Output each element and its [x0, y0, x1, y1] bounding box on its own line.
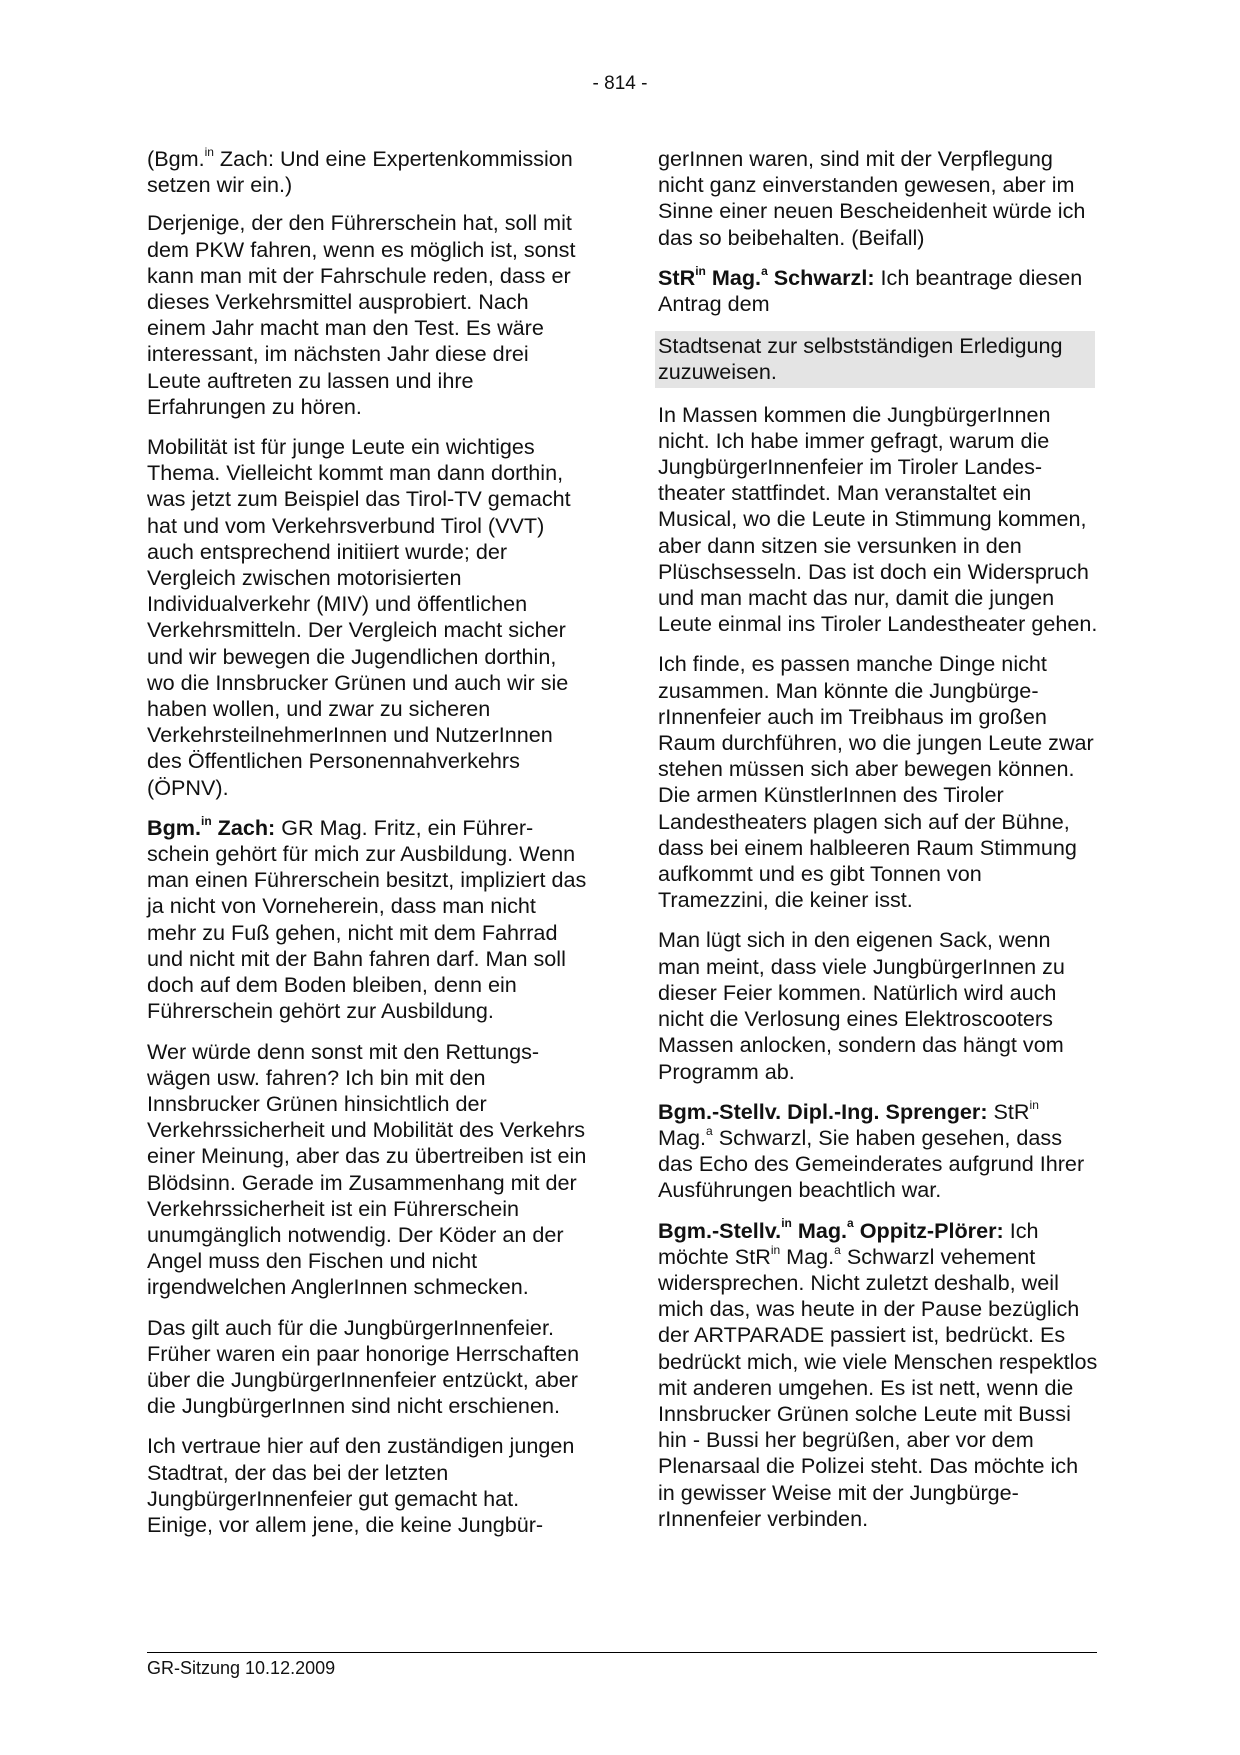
superscript: a	[847, 1216, 854, 1231]
text-span: Bgm.	[147, 814, 201, 840]
speaker-name	[147, 815, 275, 840]
superscript: in	[1029, 1097, 1039, 1112]
paragraph	[147, 146, 587, 198]
paragraph	[658, 265, 1098, 317]
text-span: Schwarzl, Sie haben gesehen, dass das Echo des Gemeinderates aufgrund Ihrer Ausführungen beachtlich war.	[658, 1124, 1085, 1203]
text-span: (Bgm.	[147, 146, 205, 171]
text-span: Mag.	[791, 1217, 848, 1243]
text-span: Schwarzl vehement widersprechen. Nicht zuletzt deshalb, weil mich das, was heute in der Pause bezüglich der ARTPARADE passiert ist, bedrückt. Es bedrückt mich, wie viele Menschen respektlos mit anderen umgehen. Es ist nett, wenn die Innsbrucker Grünen solche Leute mit Bussi hin - Bussi her begrüßen, aber vor dem Plenarsaal die Polizei steht. Das möchte ich in gewisser Weise mit der JungbürgerInnenfeier verbinden.	[658, 1243, 1098, 1531]
text-span: StR	[658, 264, 696, 290]
paragraph: Ich finde, es passen manche Dinge nicht zusammen. Man könnte die JungbürgerInnenfeier auch im Treibhaus im großen Raum durchführen, wo die jungen Leute zwar stehen müssen sich aber bewegen können. Die armen KünstlerInnen des Tiroler Landestheaters plagen sich auf der Bühne, dass bei einem halbleeren Raum Stimmung aufkommt und es gibt Tonnen von Tramezzini, die keiner isst.	[658, 651, 1094, 913]
text-span: Zach: Und eine Expertenkommission setzen wir ein.)	[147, 146, 573, 198]
footer-divider	[147, 1652, 1097, 1653]
highlighted-motion: Stadtsenat zur selbstständigen Erledigung zuzuweisen.	[655, 331, 1095, 387]
text-span: Ich möchte StR	[658, 1217, 1039, 1269]
text-span: Ich beantrage diesen Antrag dem	[658, 264, 1083, 317]
speaker-name	[658, 265, 875, 290]
right-column	[658, 146, 1098, 1546]
text-span: Mag.	[705, 264, 762, 290]
text-span: GR Mag. Fritz, ein Führerschein gehört für mich zur Ausbildung. Wenn man einen Führerschein besitzt, impliziert das ja nicht von Vorneherein, dass man nicht mehr zu Fuß gehen, nicht mit dem Fahrrad und nicht mit der Bahn fahren darf. Man soll doch auf dem Boden bleiben, denn ein Führerschein gehört zur Ausbildung.	[147, 814, 587, 1024]
text-span: StR	[987, 1098, 1030, 1124]
text-span: Bgm.-Stellv.	[658, 1217, 782, 1243]
text-span: Schwarzl:	[767, 264, 875, 290]
paragraph: Mobilität ist für junge Leute ein wichtiges Thema. Vielleicht kommt man dann dorthin, was jetzt zum Beispiel das Tirol-TV gemacht hat und vom Verkehrsverbund Tirol (VVT) auch entsprechend initiiert wurde; der Vergleich zwischen motorisierten Individualverkehr (MIV) und öffentlichen Verkehrsmitteln. Der Vergleich macht sicher und wir bewegen die Jugendlichen dorthin, wo die Innsbrucker Grünen und auch wir sie haben wollen, und zwar zu sicheren VerkehrsteilnehmerInnen und NutzerInnen des Öffentlichen Personennahverkehrs (ÖPNV).	[147, 434, 571, 800]
paragraph	[147, 815, 587, 1025]
text-span: Zach:	[211, 814, 276, 840]
superscript: in	[204, 144, 214, 159]
paragraph	[658, 1218, 1098, 1532]
superscript: in	[770, 1242, 781, 1257]
paragraph: gerInnen waren, sind mit der Verpflegung nicht ganz einverstanden gewesen, aber im Sinne einer neuen Bescheidenheit würde ich das so beibehalten. (Beifall)	[658, 146, 1086, 250]
paragraph: Das gilt auch für die JungbürgerInnenfeier. Früher waren ein paar honorige Herrschaften über die JungbürgerInnenfeier entzückt, aber die JungbürgerInnen sind nicht erschienen.	[147, 1314, 580, 1419]
superscript: a	[706, 1123, 713, 1138]
superscript: a	[834, 1242, 841, 1257]
text-span: Mag.	[780, 1243, 835, 1269]
paragraph: Ich vertraue hier auf den zuständigen jungen Stadtrat, der das bei der letzten JungbürgerInnenfeier gut gemacht hat. Einige, vor allem jene, die keine Jungbür-	[147, 1433, 575, 1537]
speaker-name: Bgm.-Stellv. Dipl.-Ing. Sprenger:	[658, 1098, 988, 1124]
superscript: in	[695, 263, 706, 278]
left-column	[147, 146, 587, 1552]
superscript: in	[781, 1216, 792, 1231]
text-span: Mag.	[658, 1124, 707, 1150]
page-number: - 814 -	[592, 73, 648, 94]
footer-text: GR-Sitzung 10.12.2009	[147, 1658, 336, 1678]
superscript: in	[200, 813, 212, 828]
superscript: a	[761, 263, 768, 278]
speaker-name	[658, 1218, 1004, 1243]
paragraph: Man lügt sich in den eigenen Sack, wenn man meint, dass viele JungbürgerInnen zu dieser Feier kommen. Natürlich wird auch nicht die Verlosung eines Elektroscooters Massen anlocken, sondern das hängt vom Programm ab.	[658, 927, 1065, 1084]
paragraph: Wer würde denn sonst mit den Rettungswägen usw. fahren? Ich bin mit den Innsbrucker Grünen hinsichtlich der Verkehrssicherheit und Mobilität des Verkehrs einer Meinung, aber das zu übertreiben ist ein Blödsinn. Gerade im Zusammenhang mit der Verkehrssicherheit ist ein Führerschein unumgänglich notwendig. Der Köder an der Angel muss den Fischen und nicht irgendwelchen AnglerInnen schmecken.	[147, 1038, 587, 1300]
paragraph: In Massen kommen die JungbürgerInnen nicht. Ich habe immer gefragt, warum die JungbürgerInnenfeier im Tiroler Landestheater stattfindet. Man veranstaltet ein Musical, wo die Leute in Stimmung kommen, aber dann sitzen sie versunken in den Plüschsesseln. Das ist doch ein Widerspruch und man macht das nur, damit die jungen Leute einmal ins Tiroler Landestheater gehen.	[658, 401, 1098, 637]
paragraph: Derjenige, der den Führerschein hat, soll mit dem PKW fahren, wenn es möglich ist, sonst kann man mit der Fahrschule reden, dass er dieses Verkehrsmittel ausprobiert. Nach einem Jahr macht man den Test. Es wäre interessant, im nächsten Jahr diese drei Leute auftreten zu lassen und ihre Erfahrungen zu hören.	[147, 210, 576, 419]
text-span: Oppitz-Plörer:	[853, 1217, 1004, 1243]
paragraph	[658, 1099, 1098, 1204]
